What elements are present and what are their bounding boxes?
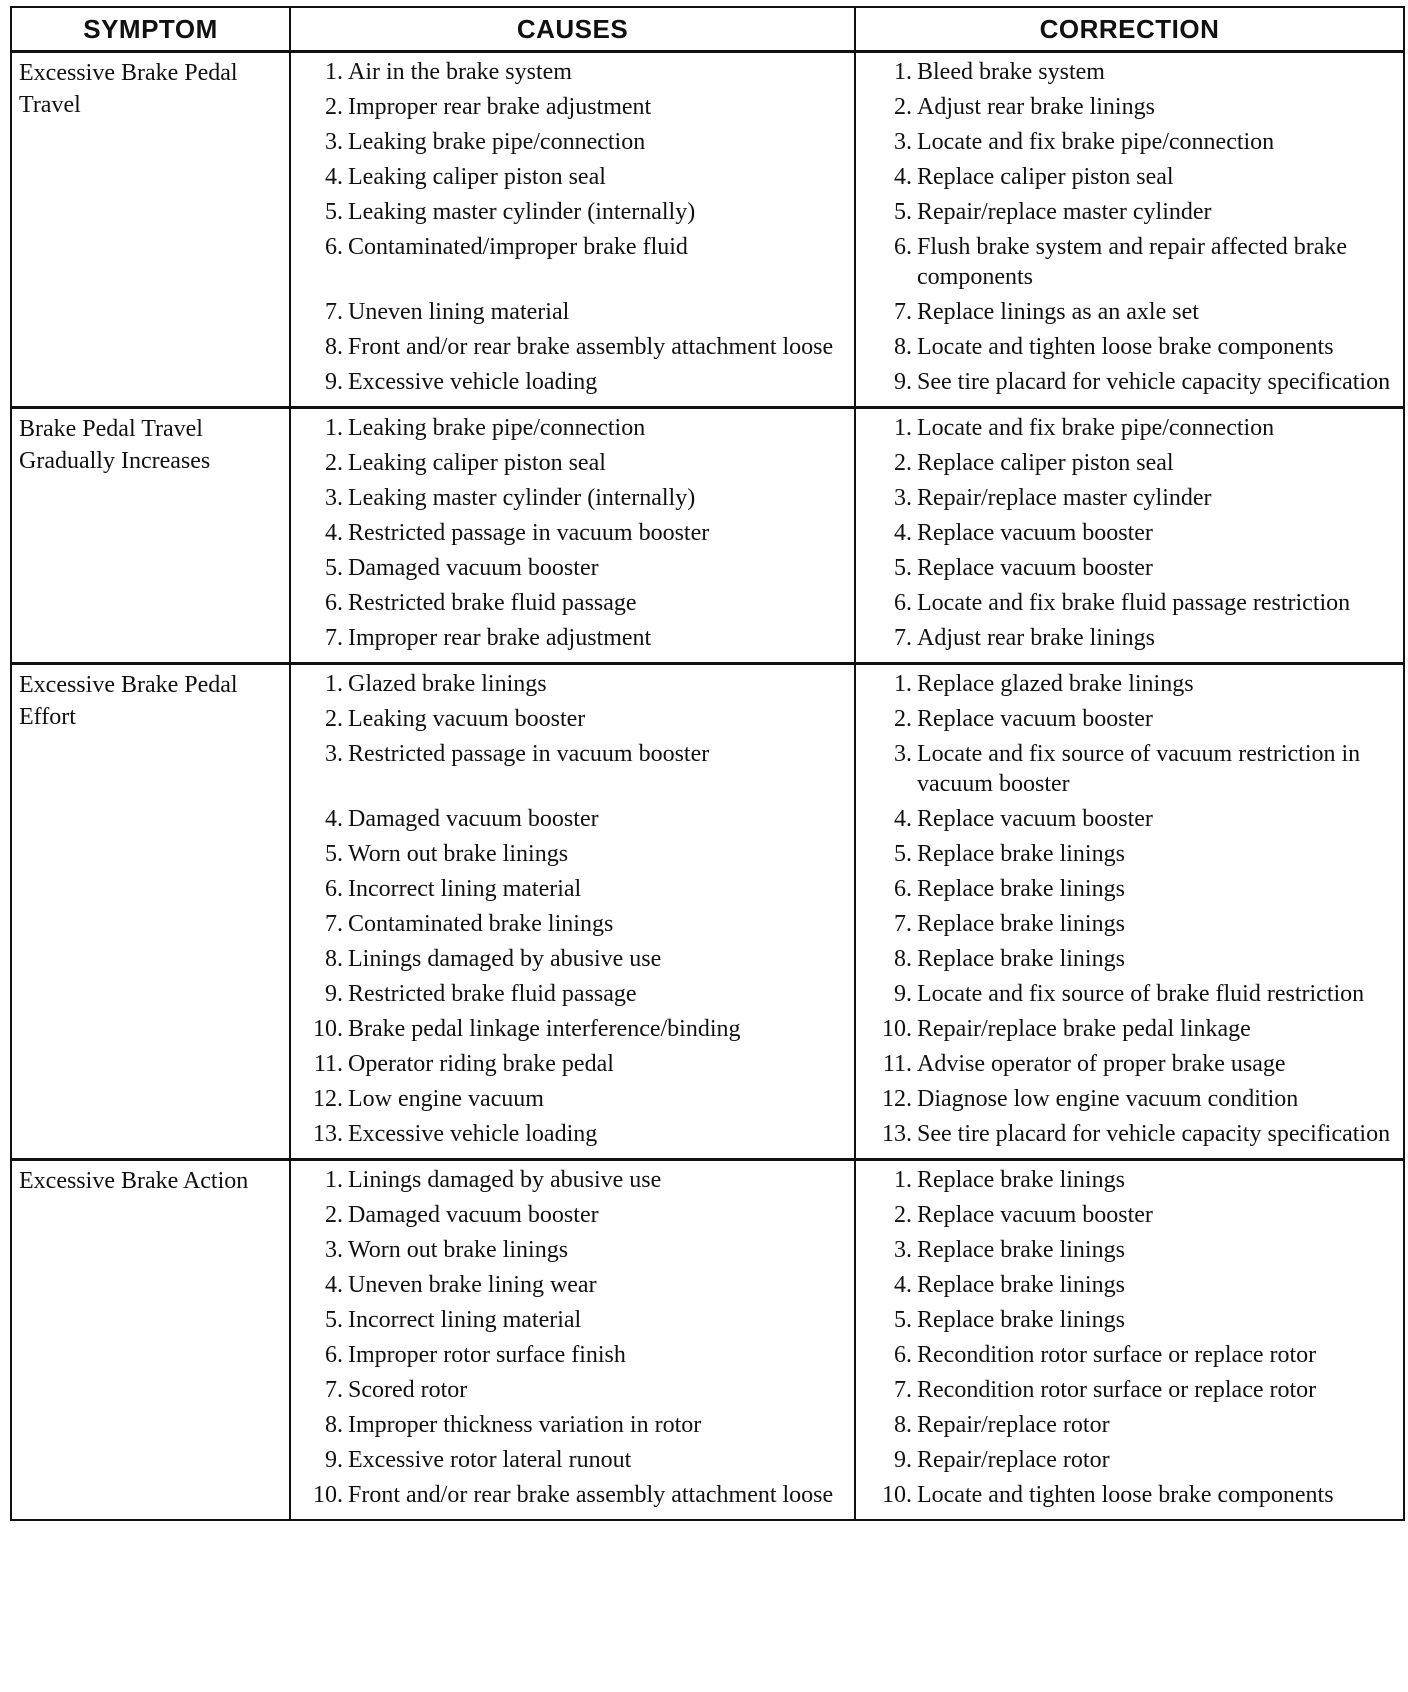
causes-list (291, 413, 854, 653)
correction-number: 4. (894, 1272, 912, 1298)
correction-text: Repair/replace rotor (917, 1412, 1110, 1438)
correction-cell (855, 52, 1404, 408)
cause-number: 10. (313, 1016, 343, 1042)
symptom-cell: Excessive Brake Action (11, 1160, 290, 1521)
correction-item (856, 297, 1403, 327)
cause-number: 2. (325, 706, 343, 732)
cause-item (291, 197, 854, 227)
correction-text: Replace vacuum booster (917, 806, 1153, 832)
correction-item (856, 588, 1403, 618)
cause-item (291, 92, 854, 122)
cause-number: 5. (325, 841, 343, 867)
correction-text: Replace brake linings (917, 911, 1125, 937)
cause-number: 3. (325, 1237, 343, 1263)
cause-text: Front and/or rear brake assembly attachment loose (348, 1482, 834, 1508)
correction-number: 6. (894, 1342, 912, 1368)
correction-number: 6. (894, 590, 912, 616)
cause-text: Improper rear brake adjustment (348, 625, 652, 651)
correction-item (856, 518, 1403, 548)
cause-number: 11. (313, 1051, 343, 1077)
cause-text: Linings damaged by abusive use (348, 946, 662, 972)
correction-item (856, 623, 1403, 653)
correction-text: Locate and fix source of brake fluid restriction (917, 981, 1365, 1007)
cause-text: Leaking vacuum booster (348, 706, 586, 732)
correction-item (856, 1480, 1403, 1510)
correction-cell (855, 408, 1404, 664)
correction-text: Replace brake linings (917, 876, 1125, 902)
correction-number: 2. (894, 94, 912, 120)
cause-number: 1. (325, 671, 343, 697)
cause-item (291, 1200, 854, 1230)
correction-column-header: CORRECTION (855, 7, 1404, 52)
correction-number: 1. (894, 1167, 912, 1193)
correction-item (856, 1340, 1403, 1370)
cause-text: Damaged vacuum booster (348, 555, 599, 581)
causes-cell (290, 664, 855, 1160)
cause-number: 4. (325, 164, 343, 190)
corrections-list (856, 413, 1403, 653)
cause-item (291, 1049, 854, 1079)
correction-item (856, 804, 1403, 834)
correction-item (856, 1235, 1403, 1265)
correction-text: Locate and tighten loose brake components (917, 1482, 1334, 1508)
correction-text: Locate and fix brake pipe/connection (917, 129, 1275, 155)
correction-number: 6. (894, 876, 912, 902)
cause-item (291, 1014, 854, 1044)
correction-text: Locate and fix brake pipe/connection (917, 415, 1275, 441)
correction-number: 1. (894, 671, 912, 697)
correction-text: Replace brake linings (917, 1272, 1125, 1298)
correction-item (856, 1084, 1403, 1114)
cause-number: 2. (325, 1202, 343, 1228)
cause-number: 8. (325, 1412, 343, 1438)
header-row (11, 7, 1404, 52)
cause-text: Scored rotor (348, 1377, 468, 1403)
cause-item (291, 127, 854, 157)
correction-item (856, 944, 1403, 974)
cause-number: 6. (325, 234, 343, 260)
cause-text: Worn out brake linings (348, 841, 569, 867)
correction-number: 1. (894, 415, 912, 441)
correction-text: Repair/replace brake pedal linkage (917, 1016, 1251, 1042)
correction-item (856, 1445, 1403, 1475)
cause-text: Front and/or rear brake assembly attachment loose (348, 334, 834, 360)
cause-item (291, 162, 854, 192)
cause-item (291, 1235, 854, 1265)
cause-text: Restricted passage in vacuum booster (348, 520, 710, 546)
correction-item (856, 1410, 1403, 1440)
correction-number: 3. (894, 1237, 912, 1263)
cause-number: 6. (325, 590, 343, 616)
cause-text: Damaged vacuum booster (348, 806, 599, 832)
cause-item (291, 483, 854, 513)
correction-number: 7. (894, 1377, 912, 1403)
cause-item (291, 448, 854, 478)
cause-number: 9. (325, 981, 343, 1007)
correction-text: Locate and fix brake fluid passage restriction (917, 590, 1351, 616)
cause-text: Restricted brake fluid passage (348, 590, 637, 616)
cause-number: 10. (313, 1482, 343, 1508)
cause-number: 4. (325, 520, 343, 546)
correction-text: Repair/replace rotor (917, 1447, 1110, 1473)
cause-item (291, 1119, 854, 1149)
cause-number: 9. (325, 369, 343, 395)
correction-number: 2. (894, 706, 912, 732)
cause-number: 12. (313, 1086, 343, 1112)
causes-list (291, 1165, 854, 1510)
correction-text: Replace brake linings (917, 946, 1125, 972)
correction-number: 11. (882, 1051, 912, 1077)
cause-item (291, 979, 854, 1009)
cause-number: 7. (325, 625, 343, 651)
correction-number: 2. (894, 450, 912, 476)
correction-item (856, 874, 1403, 904)
cause-item (291, 232, 854, 292)
cause-item (291, 57, 854, 87)
cause-number: 1. (325, 1167, 343, 1193)
symptom-group-row (11, 664, 1404, 1160)
correction-text: Replace vacuum booster (917, 555, 1153, 581)
cause-number: 3. (325, 129, 343, 155)
correction-number: 5. (894, 555, 912, 581)
correction-text: Replace vacuum booster (917, 706, 1153, 732)
correction-number: 8. (894, 1412, 912, 1438)
cause-item (291, 1375, 854, 1405)
cause-item (291, 1445, 854, 1475)
correction-text: Diagnose low engine vacuum condition (917, 1086, 1299, 1112)
cause-item (291, 909, 854, 939)
symptom-group-row (11, 1160, 1404, 1521)
cause-text: Incorrect lining material (348, 1307, 582, 1333)
cause-item (291, 623, 854, 653)
correction-item (856, 1305, 1403, 1335)
correction-text: Replace linings as an axle set (917, 299, 1199, 325)
correction-item (856, 57, 1403, 87)
symptom-cell: Excessive Brake Pedal Travel (11, 52, 290, 408)
cause-item (291, 669, 854, 699)
correction-item (856, 1375, 1403, 1405)
cause-number: 5. (325, 555, 343, 581)
correction-cell (855, 664, 1404, 1160)
correction-text: Recondition rotor surface or replace rotor (917, 1342, 1317, 1368)
corrections-list (856, 1165, 1403, 1510)
symptom-group-row (11, 52, 1404, 408)
symptom-group-row (11, 408, 1404, 664)
cause-number: 7. (325, 911, 343, 937)
cause-text: Low engine vacuum (348, 1086, 544, 1112)
cause-item (291, 1480, 854, 1510)
correction-item (856, 1119, 1403, 1149)
correction-item (856, 232, 1403, 292)
correction-text: Replace vacuum booster (917, 1202, 1153, 1228)
correction-number: 4. (894, 806, 912, 832)
cause-number: 6. (325, 1342, 343, 1368)
correction-text: Locate and fix source of vacuum restriction in vacuum booster (917, 741, 1361, 797)
correction-item (856, 197, 1403, 227)
causes-list (291, 669, 854, 1149)
causes-cell (290, 408, 855, 664)
cause-text: Leaking brake pipe/connection (348, 415, 646, 441)
correction-item (856, 1270, 1403, 1300)
cause-number: 2. (325, 94, 343, 120)
cause-number: 3. (325, 485, 343, 511)
cause-number: 5. (325, 199, 343, 225)
correction-number: 7. (894, 625, 912, 651)
correction-item (856, 669, 1403, 699)
cause-number: 3. (325, 741, 343, 767)
cause-text: Glazed brake linings (348, 671, 547, 697)
symptom-cell: Excessive Brake Pedal Effort (11, 664, 290, 1160)
correction-item (856, 448, 1403, 478)
cause-text: Uneven lining material (348, 299, 570, 325)
cause-item (291, 1410, 854, 1440)
cause-text: Operator riding brake pedal (348, 1051, 614, 1077)
correction-text: Replace brake linings (917, 1237, 1125, 1263)
cause-number: 6. (325, 876, 343, 902)
correction-text: Recondition rotor surface or replace rotor (917, 1377, 1317, 1403)
correction-item (856, 553, 1403, 583)
correction-text: Replace brake linings (917, 841, 1125, 867)
cause-text: Excessive vehicle loading (348, 1121, 598, 1147)
correction-text: Replace caliper piston seal (917, 450, 1174, 476)
symptom-column-header: SYMPTOM (11, 7, 290, 52)
correction-item (856, 1014, 1403, 1044)
causes-column-header: CAUSES (290, 7, 855, 52)
cause-text: Uneven brake lining wear (348, 1272, 597, 1298)
correction-item (856, 1200, 1403, 1230)
cause-text: Leaking master cylinder (internally) (348, 199, 696, 225)
cause-text: Contaminated/improper brake fluid (348, 234, 688, 260)
cause-number: 7. (325, 1377, 343, 1403)
cause-number: 8. (325, 334, 343, 360)
cause-item (291, 804, 854, 834)
cause-text: Leaking master cylinder (internally) (348, 485, 696, 511)
correction-item (856, 483, 1403, 513)
cause-text: Leaking caliper piston seal (348, 164, 606, 190)
cause-item (291, 1084, 854, 1114)
causes-list (291, 57, 854, 397)
correction-text: Bleed brake system (917, 59, 1105, 85)
cause-text: Excessive vehicle loading (348, 369, 598, 395)
correction-text: Adjust rear brake linings (917, 625, 1155, 651)
correction-item (856, 739, 1403, 799)
cause-item (291, 1340, 854, 1370)
correction-item (856, 367, 1403, 397)
correction-text: Repair/replace master cylinder (917, 199, 1212, 225)
cause-item (291, 874, 854, 904)
corrections-list (856, 57, 1403, 397)
correction-text: See tire placard for vehicle capacity specification (917, 1121, 1391, 1147)
cause-number: 7. (325, 299, 343, 325)
cause-item (291, 839, 854, 869)
causes-cell (290, 1160, 855, 1521)
correction-item (856, 1165, 1403, 1195)
cause-item (291, 704, 854, 734)
cause-number: 4. (325, 806, 343, 832)
cause-text: Brake pedal linkage interference/binding (348, 1016, 741, 1042)
correction-text: Advise operator of proper brake usage (917, 1051, 1286, 1077)
correction-number: 6. (894, 234, 912, 260)
cause-item (291, 944, 854, 974)
cause-number: 13. (313, 1121, 343, 1147)
correction-text: See tire placard for vehicle capacity specification (917, 369, 1391, 395)
cause-text: Excessive rotor lateral runout (348, 1447, 632, 1473)
correction-number: 9. (894, 981, 912, 1007)
cause-text: Improper thickness variation in rotor (348, 1412, 702, 1438)
cause-text: Restricted passage in vacuum booster (348, 741, 710, 767)
correction-text: Replace caliper piston seal (917, 164, 1174, 190)
cause-text: Restricted brake fluid passage (348, 981, 637, 1007)
correction-text: Flush brake system and repair affected brake components (917, 234, 1348, 290)
cause-item (291, 1270, 854, 1300)
table-body (11, 52, 1404, 1521)
correction-item (856, 162, 1403, 192)
causes-cell (290, 52, 855, 408)
correction-number: 3. (894, 129, 912, 155)
correction-number: 12. (882, 1086, 912, 1112)
correction-number: 5. (894, 841, 912, 867)
cause-item (291, 413, 854, 443)
correction-item (856, 413, 1403, 443)
correction-item (856, 839, 1403, 869)
correction-item (856, 909, 1403, 939)
correction-number: 4. (894, 164, 912, 190)
cause-number: 1. (325, 59, 343, 85)
cause-item (291, 518, 854, 548)
correction-number: 1. (894, 59, 912, 85)
correction-item (856, 332, 1403, 362)
correction-number: 8. (894, 946, 912, 972)
cause-number: 1. (325, 415, 343, 441)
cause-item (291, 367, 854, 397)
correction-item (856, 1049, 1403, 1079)
cause-text: Improper rear brake adjustment (348, 94, 652, 120)
cause-text: Contaminated brake linings (348, 911, 614, 937)
correction-text: Adjust rear brake linings (917, 94, 1155, 120)
cause-number: 5. (325, 1307, 343, 1333)
correction-number: 8. (894, 334, 912, 360)
cause-number: 8. (325, 946, 343, 972)
correction-text: Locate and tighten loose brake components (917, 334, 1334, 360)
correction-number: 7. (894, 911, 912, 937)
correction-item (856, 979, 1403, 1009)
cause-text: Leaking caliper piston seal (348, 450, 606, 476)
correction-item (856, 92, 1403, 122)
correction-number: 10. (882, 1482, 912, 1508)
correction-number: 4. (894, 520, 912, 546)
correction-number: 5. (894, 1307, 912, 1333)
correction-number: 10. (882, 1016, 912, 1042)
cause-item (291, 739, 854, 799)
correction-cell (855, 1160, 1404, 1521)
correction-text: Replace glazed brake linings (917, 671, 1194, 697)
correction-number: 3. (894, 485, 912, 511)
correction-text: Replace vacuum booster (917, 520, 1153, 546)
cause-item (291, 588, 854, 618)
cause-item (291, 332, 854, 362)
correction-item (856, 704, 1403, 734)
correction-text: Replace brake linings (917, 1307, 1125, 1333)
cause-text: Damaged vacuum booster (348, 1202, 599, 1228)
cause-text: Leaking brake pipe/connection (348, 129, 646, 155)
correction-number: 9. (894, 1447, 912, 1473)
cause-number: 4. (325, 1272, 343, 1298)
cause-text: Worn out brake linings (348, 1237, 569, 1263)
cause-item (291, 1305, 854, 1335)
correction-item (856, 127, 1403, 157)
cause-text: Improper rotor surface finish (348, 1342, 626, 1368)
cause-item (291, 1165, 854, 1195)
correction-number: 3. (894, 741, 912, 767)
correction-number: 13. (882, 1121, 912, 1147)
cause-number: 2. (325, 450, 343, 476)
diagnosis-table (10, 6, 1405, 1521)
correction-number: 9. (894, 369, 912, 395)
correction-number: 2. (894, 1202, 912, 1228)
correction-number: 7. (894, 299, 912, 325)
correction-text: Replace brake linings (917, 1167, 1125, 1193)
cause-text: Linings damaged by abusive use (348, 1167, 662, 1193)
cause-number: 9. (325, 1447, 343, 1473)
cause-item (291, 297, 854, 327)
cause-text: Air in the brake system (348, 59, 572, 85)
correction-number: 5. (894, 199, 912, 225)
symptom-cell: Brake Pedal Travel Gradually Increases (11, 408, 290, 664)
correction-text: Repair/replace master cylinder (917, 485, 1212, 511)
cause-item (291, 553, 854, 583)
corrections-list (856, 669, 1403, 1149)
cause-text: Incorrect lining material (348, 876, 582, 902)
